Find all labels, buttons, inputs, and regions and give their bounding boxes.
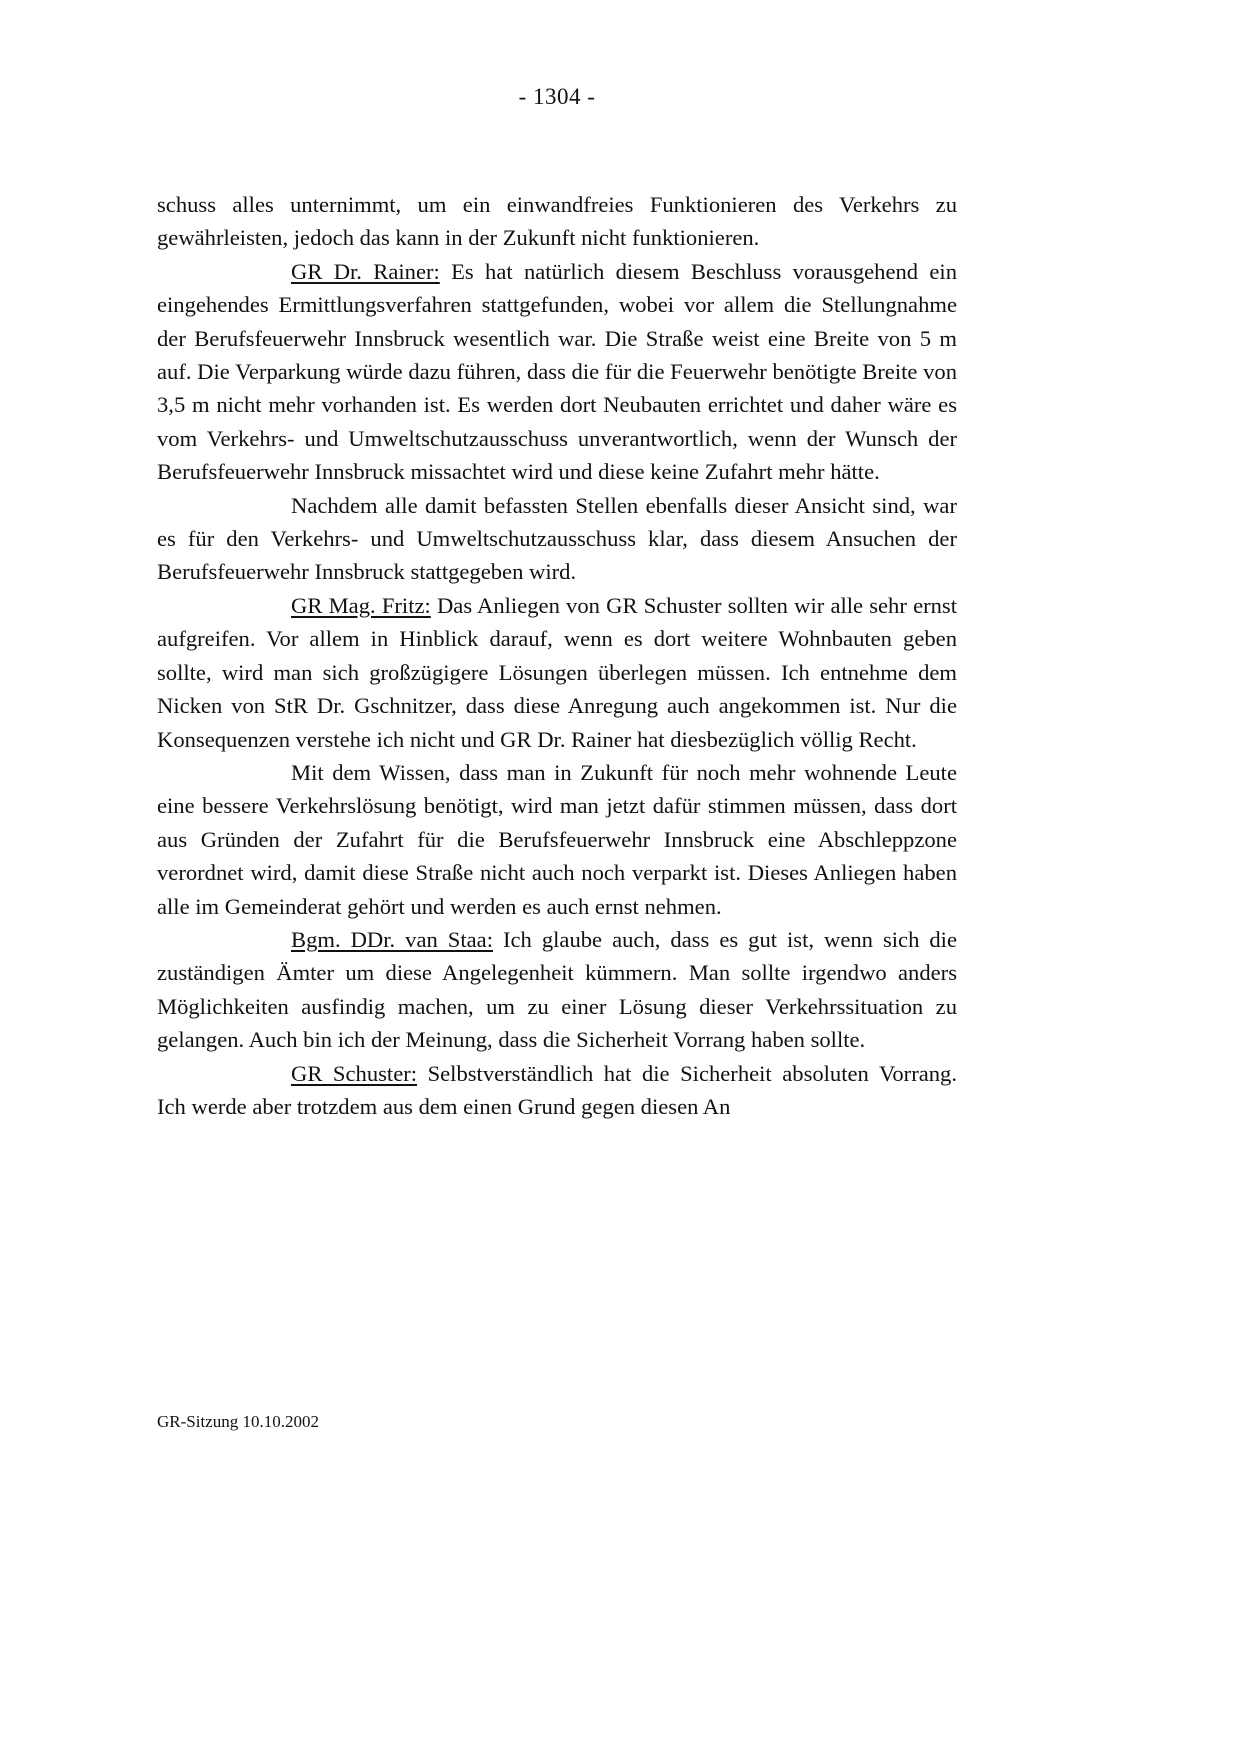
paragraph: Nachdem alle damit befassten Stellen ebenfalls dieser Ansicht sind, war es für den Verkehrs- und Umweltschutzausschuss klar, dass diesem Ansuchen der Berufsfeuerwehr Innsbruck stattgegeben wird.	[157, 492, 957, 585]
page-number: - 1304 -	[518, 84, 596, 109]
footer-text: GR-Sitzung 10.10.2002	[157, 1412, 319, 1431]
speaker-name: GR Mag. Fritz:	[291, 592, 431, 618]
paragraph: Mit dem Wissen, dass man in Zukunft für noch mehr wohnende Leute eine bessere Verkehrslösung benötigt, wird man jetzt dafür stimmen müssen, dass dort aus Gründen der Zufahrt für die Berufsfeuerwehr Innsbruck eine Abschleppzone verordnet wird, damit diese Straße nicht auch noch verparkt ist. Dieses Anliegen haben alle im Gemeinderat gehört und werden es auch ernst nehmen.	[157, 759, 957, 919]
paragraph: GR Dr. Rainer: Es hat natürlich diesem Beschluss vorausgehend ein eingehendes Ermittlungsverfahren stattgefunden, wobei vor allem die Stellungnahme der Berufsfeuerwehr Innsbruck wesentlich war. Die Straße weist eine Breite von 5 m auf. Die Verparkung würde dazu führen, dass die für die Feuerwehr benötigte Breite von 3,5 m nicht mehr vorhanden ist. Es werden dort Neubauten errichtet und daher wäre es vom Verkehrs- und Umweltschutzausschuss unverantwortlich, wenn der Wunsch der Berufsfeuerwehr Innsbruck missachtet wird und diese keine Zufahrt mehr hätte.	[157, 258, 957, 485]
paragraph: GR Mag. Fritz: Das Anliegen von GR Schuster sollten wir alle sehr ernst aufgreifen. Vor allem in Hinblick darauf, wenn es dort weitere Wohnbauten geben sollte, wird man sich großzügigere Lösungen überlegen müssen. Ich entnehme dem Nicken von StR Dr. Gschnitzer, dass diese Anregung auch angekommen ist. Nur die Konsequenzen verstehe ich nicht und GR Dr. Rainer hat diesbezüglich völlig Recht.	[157, 592, 957, 752]
document-body	[157, 188, 957, 1123]
paragraph: schuss alles unternimmt, um ein einwandfreies Funktionieren des Verkehrs zu gewährleisten, jedoch das kann in der Zukunft nicht funktionieren.	[157, 192, 957, 251]
speaker-name: GR Schuster:	[291, 1060, 418, 1086]
paragraph: Bgm. DDr. van Staa: Ich glaube auch, dass es gut ist, wenn sich die zuständigen Ämter um diese Angelegenheit kümmern. Man sollte irgendwo anders Möglichkeiten ausfindig machen, um zu einer Lösung dieser Verkehrssituation zu gelangen. Auch bin ich der Meinung, dass die Sicherheit Vorrang haben sollte.	[157, 926, 957, 1053]
paragraph: GR Schuster: Selbstverständlich hat die Sicherheit absoluten Vorrang. Ich werde aber trotzdem aus dem einen Grund gegen diesen An	[157, 1060, 957, 1119]
speaker-name: GR Dr. Rainer:	[291, 258, 440, 284]
speaker-name: Bgm. DDr. van Staa:	[291, 926, 493, 952]
